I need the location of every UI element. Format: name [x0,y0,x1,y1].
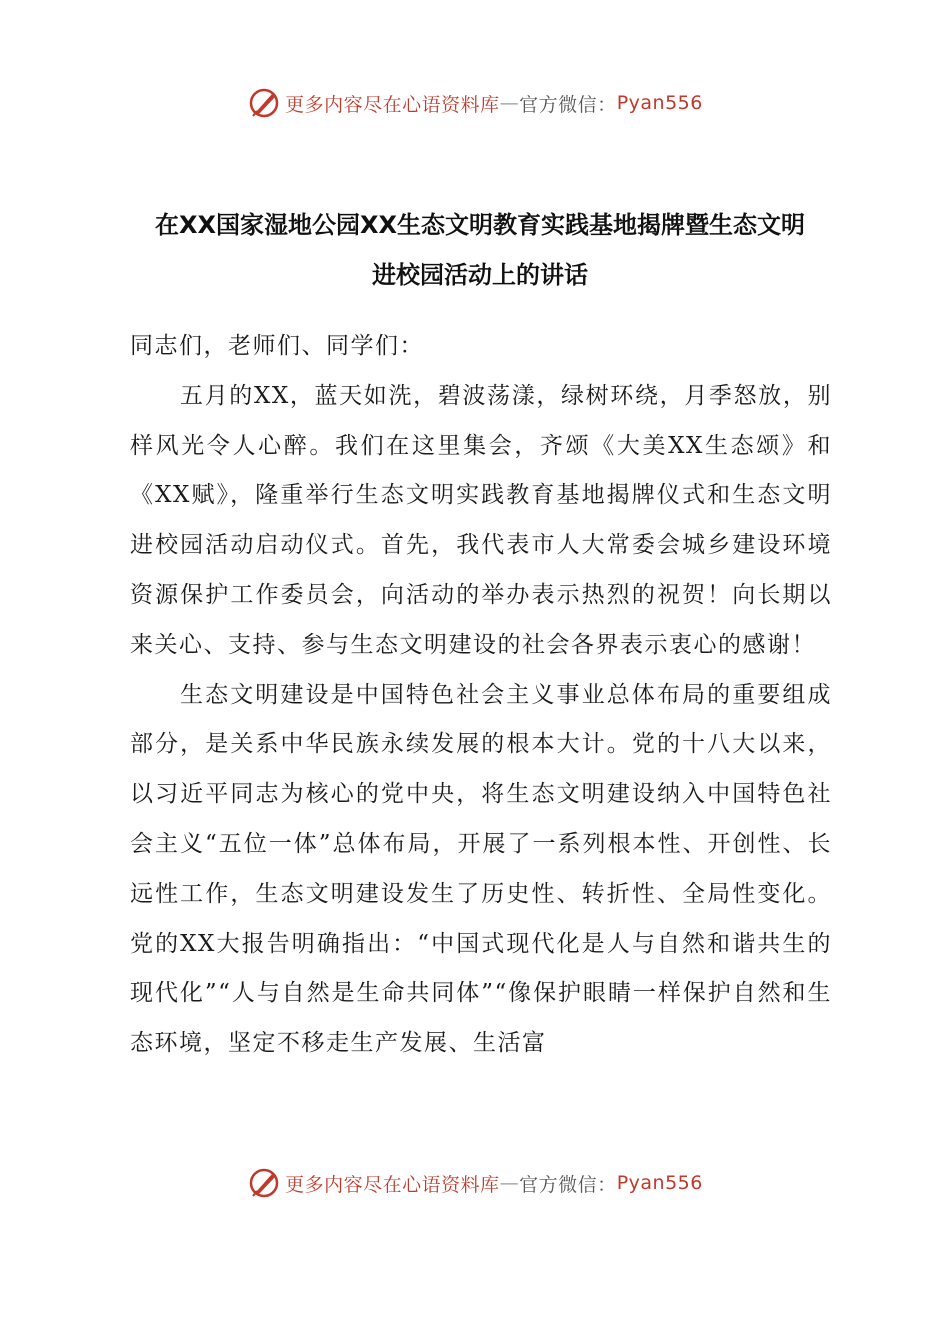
paragraph-2: 生态文明建设是中国特色社会主义事业总体布局的重要组成部分，是关系中华民族永续发展的根本大计。党的十八大以来，以习近平同志为核心的党中央，将生态文明建设纳入中国特色社会主义“五位一体”总体布局，开展了一系列根本性、开创性、长远性工作，生态文明建设发生了历史性、转折性、全局性变化。党的XX大报告明确指出：“中国式现代化是人与自然和谐共生的现代化”“人与自然是生命共同体”“像保护眼睛一样保护自然和生态环境，坚定不移走生产发展、生活富 [130,681,832,1057]
watermark-wechat-id: Pyan556 [616,92,703,114]
document-title [130,200,830,300]
title-line-2: 进校园活动上的讲话 [372,261,588,289]
watermark-label: 官方微信： [519,93,617,116]
salutation: 同志们，老师们、同学们： [130,333,424,359]
pen-logo-icon [247,86,281,120]
title-line-1: 在XX国家湿地公园XX生态文明教育实践基地揭牌暨生态文明 [154,211,805,239]
paragraph-1: 五月的XX，蓝天如洗，碧波荡漾，绿树环绕，月季怒放，别样风光令人心醉。我们在这里集会，齐颂《大美XX生态颂》和《XX赋》，隆重举行生态文明实践教育基地揭牌仪式和生态文明进校园活动启动仪式。首先，我代表市人大常委会城乡建设环境资源保护工作委员会，向活动的举办表示热烈的祝贺！向长期以来关心、支持、参与生态文明建设的社会各界表示衷心的感谢！ [130,382,832,658]
pen-logo-icon [247,1166,281,1200]
watermark-banner-top [0,83,950,123]
document-body [130,322,832,1069]
watermark-wechat-id: Pyan556 [616,1172,703,1194]
watermark-label: 官方微信： [519,1173,617,1196]
watermark-dash: — [499,92,520,114]
watermark-brand: 更多内容尽在心语资料库 [285,1173,500,1196]
watermark-banner-bottom [0,1163,950,1203]
watermark-dash: — [499,1172,520,1194]
watermark-brand: 更多内容尽在心语资料库 [285,93,500,116]
